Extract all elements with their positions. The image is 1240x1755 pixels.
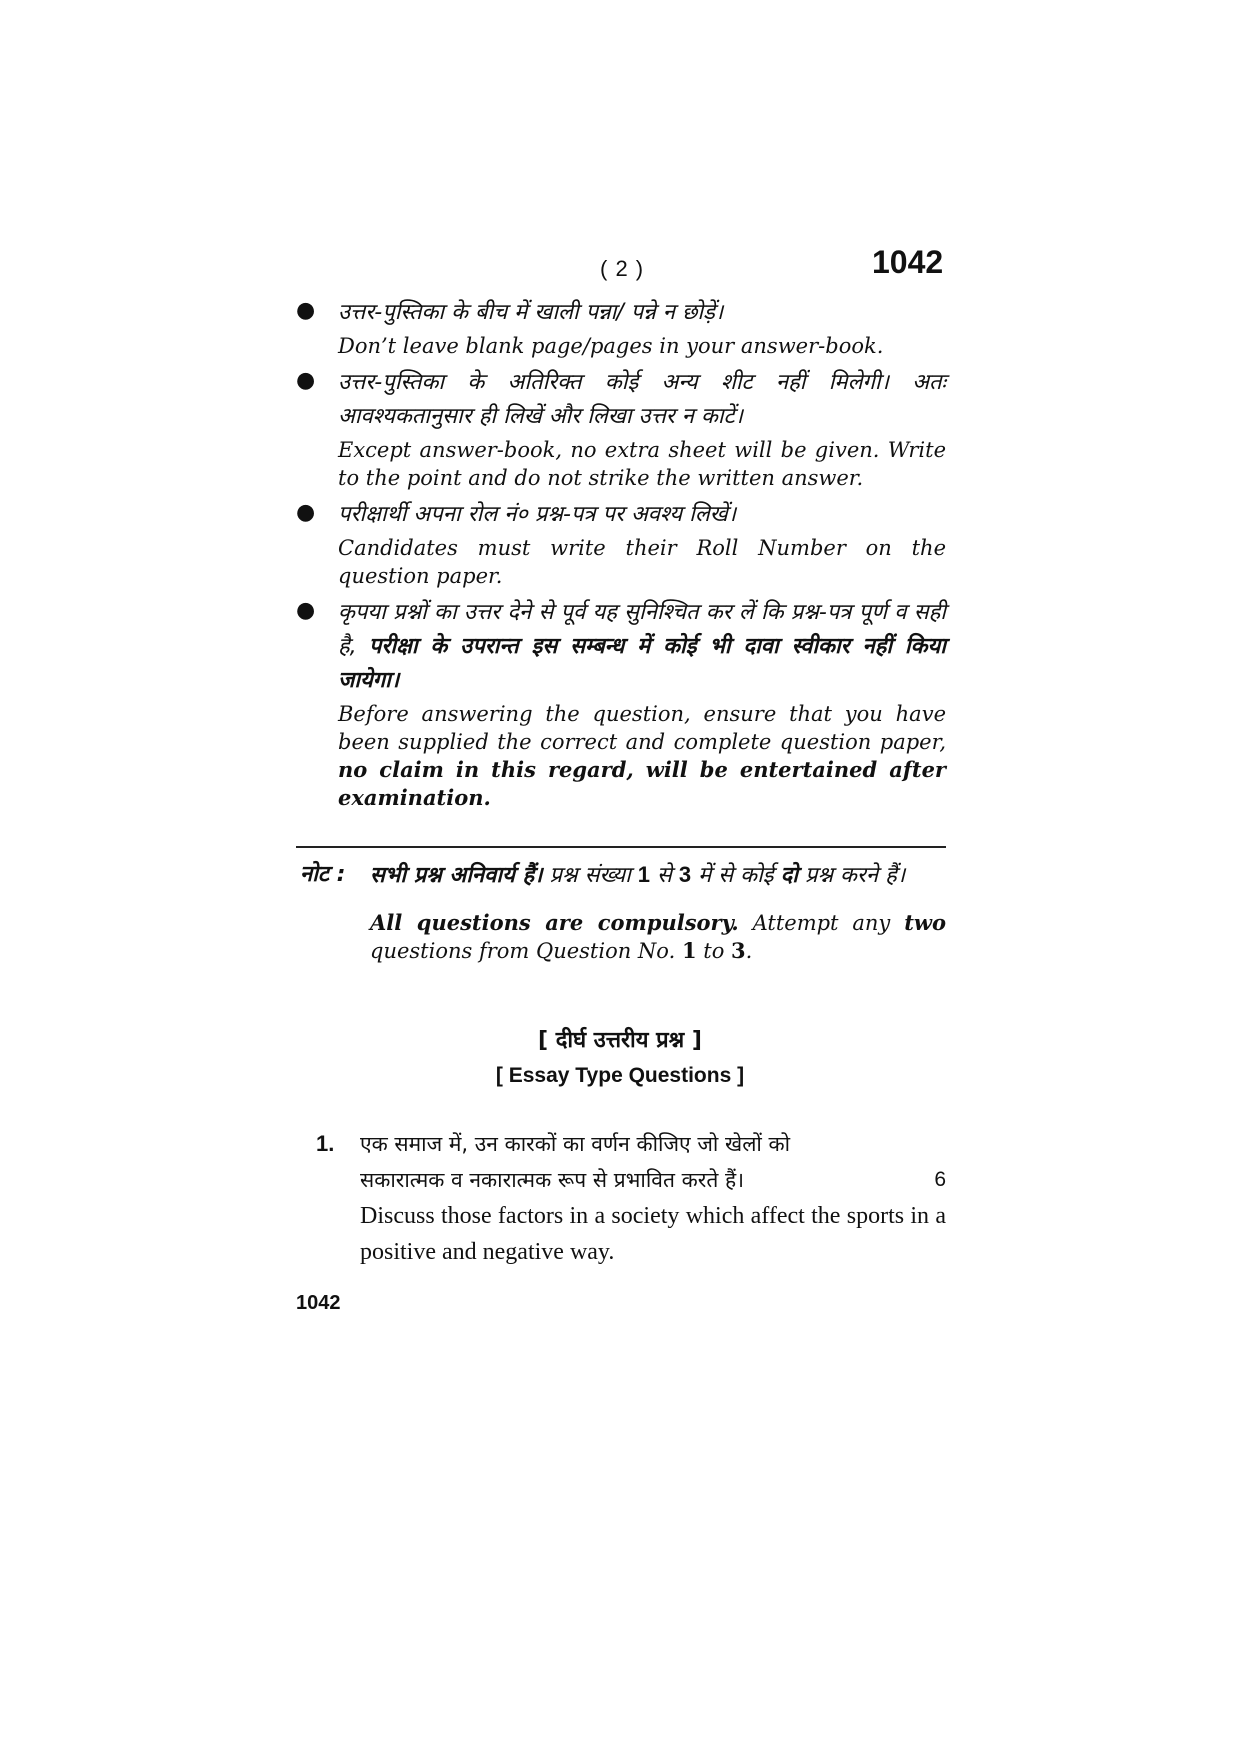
question-body <box>360 1126 946 1270</box>
bullet-icon: ● <box>296 368 316 393</box>
note-hindi <box>370 858 946 893</box>
instruction-english <box>338 700 946 812</box>
instruction-hindi: उत्तर-पुस्तिका के अतिरिक्त कोई अन्य शीट नहीं मिलेगी। अतः आवश्यकतानुसार ही लिखें और लिखा उत्तर न काटें। <box>338 370 946 429</box>
instruction-hindi-bold: परीक्षा के उपरान्त इस सम्बन्ध में कोई भी दावा स्वीकार नहीं किया जायेगा। <box>338 634 946 693</box>
question-hindi-text: सकारात्मक व नकारात्मक रूप से प्रभावित करते हैं। <box>360 1168 745 1192</box>
note <box>300 858 946 965</box>
note-english-text: to <box>703 939 725 963</box>
instruction-item <box>296 498 946 590</box>
question-number: 1. <box>316 1131 335 1156</box>
instruction-english: Candidates must write their Roll Number on the question paper. <box>338 536 946 588</box>
note-hindi-bold: सभी प्रश्न अनिवार्य हैं। <box>370 863 543 888</box>
bullet-icon: ● <box>296 598 316 623</box>
note-hindi-text: में से कोई <box>698 863 774 888</box>
note-hindi-text: प्रश्न करने हैं। <box>804 863 906 888</box>
note-english-text: Attempt any <box>752 911 891 935</box>
question-item <box>316 1126 946 1270</box>
instruction-english: Don’t leave blank page/pages in your answer-book. <box>338 334 884 358</box>
section-heading-english: [ Essay Type Questions ] <box>495 1064 745 1087</box>
note-english-num: 3 <box>731 938 746 963</box>
instructions-list <box>296 296 946 818</box>
note-english-bold: All questions are compulsory. <box>370 910 739 935</box>
note-label: नोट : <box>300 862 346 887</box>
note-english-num: 1 <box>681 938 697 963</box>
instruction-hindi <box>338 596 946 698</box>
question-hindi-line: एक समाज में, उन कारकों का वर्णन कीजिए जो खेलों को <box>360 1132 791 1156</box>
note-hindi-text: प्रश्न संख्या <box>549 863 631 888</box>
paper-code-footer: 1042 <box>296 1292 341 1314</box>
instruction-hindi: परीक्षार्थी अपना रोल नं० प्रश्न-पत्र पर अवश्य लिखें। <box>338 502 737 527</box>
instruction-hindi-text: कृपया प्रश्नों का उत्तर देने से पूर्व यह सुनिश्चित कर लें कि प्रश्न-पत्र पूर्ण व सही है, <box>338 600 946 659</box>
divider <box>296 846 946 848</box>
instruction-item <box>296 596 946 812</box>
instruction-english: Except answer-book, no extra sheet will be given. Write to the point and do not strike the written answer. <box>338 438 946 490</box>
bullet-icon: ● <box>296 298 316 323</box>
instruction-english-bold: no claim in this regard, will be entertained after examination. <box>338 757 946 810</box>
section-heading-hindi: [ दीर्घ उत्तरीय प्रश्न ] <box>538 1028 702 1053</box>
note-english-text: . <box>745 939 753 963</box>
paper-code-header: 1042 <box>872 244 944 280</box>
question-marks: 6 <box>934 1168 946 1191</box>
note-english-text: questions from Question No. <box>370 939 676 963</box>
instruction-hindi: उत्तर-पुस्तिका के बीच में खाली पन्ना/ पन्ने न छोड़ें। <box>338 300 724 325</box>
note-hindi-text: से <box>657 863 672 888</box>
instruction-item <box>296 366 946 492</box>
note-hindi-num: 1 <box>637 862 651 887</box>
note-english-bold: two <box>904 910 946 935</box>
bullet-icon: ● <box>296 500 316 525</box>
note-hindi-bold: दो <box>780 863 798 888</box>
instruction-item <box>296 296 946 360</box>
instruction-english-text: Before answering the question, ensure that you have been supplied the correct and complete question paper, <box>338 702 946 754</box>
note-english <box>370 909 946 965</box>
question-hindi-line <box>360 1162 946 1198</box>
note-hindi-num: 3 <box>678 862 692 887</box>
page-number: ( 2 ) <box>600 256 645 281</box>
question-english: Discuss those factors in a society which affect the sports in a positive and negative way. <box>360 1203 946 1265</box>
